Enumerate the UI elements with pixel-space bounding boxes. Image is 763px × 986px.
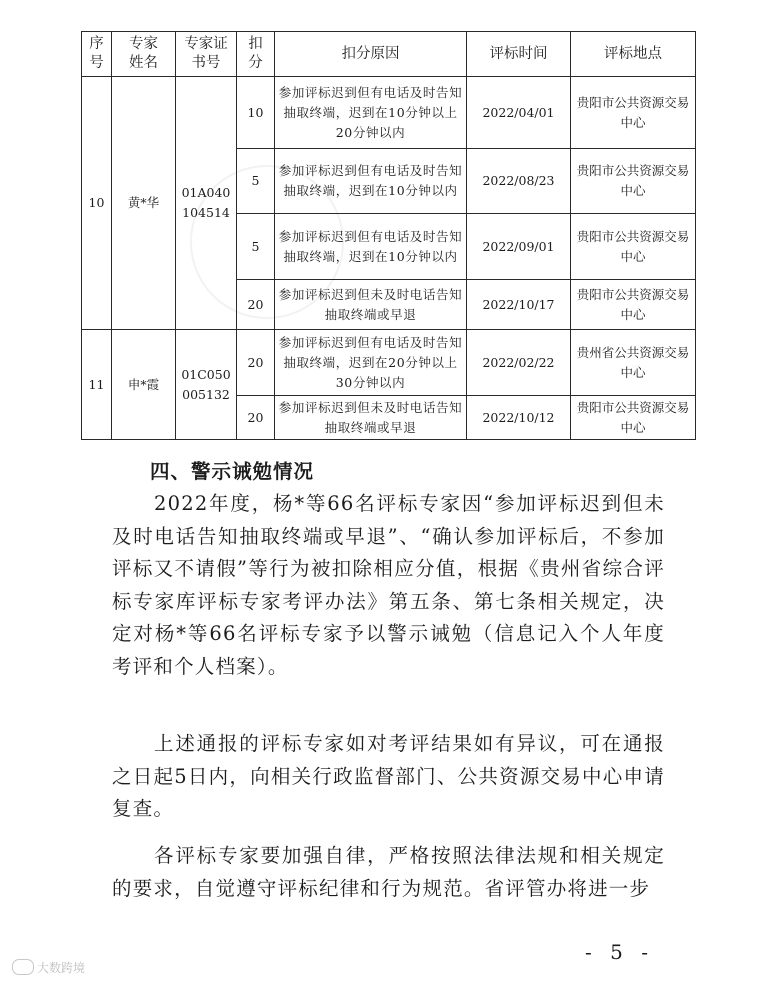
cell-time: 2022/10/12 <box>467 396 571 440</box>
header-cert: 专家证 书号 <box>176 32 237 77</box>
table-row <box>82 77 696 149</box>
deduction-table <box>81 31 696 440</box>
cell-cert: 01C050 005132 <box>176 330 237 440</box>
cell-cert: 01A040 104514 <box>176 77 237 330</box>
section-heading: 四、警示诫勉情况 <box>150 460 315 483</box>
cell-name: 黄*华 <box>112 77 176 330</box>
cell-reason: 参加评标迟到但未及时电话告知抽取终端或早退 <box>275 280 467 330</box>
cell-name: 申*霞 <box>112 330 176 440</box>
header-place: 评标地点 <box>571 32 696 77</box>
cell-time: 2022/02/22 <box>467 330 571 396</box>
cell-place: 贵阳市公共资源交易中心 <box>571 396 696 440</box>
cell-reason: 参加评标迟到但未及时电话告知抽取终端或早退 <box>275 396 467 440</box>
cell-time: 2022/04/01 <box>467 77 571 149</box>
cell-place: 贵州省公共资源交易中心 <box>571 330 696 396</box>
cell-reason: 参加评标迟到但有电话及时告知抽取终端，迟到在10分钟以内 <box>275 149 467 214</box>
cell-place: 贵阳市公共资源交易中心 <box>571 280 696 330</box>
header-seq: 序 号 <box>82 32 112 77</box>
cell-reason: 参加评标迟到但有电话及时告知抽取终端，迟到在10分钟以内 <box>275 214 467 280</box>
cell-place: 贵阳市公共资源交易中心 <box>571 77 696 149</box>
cell-seq: 11 <box>82 330 112 440</box>
cell-points: 20 <box>237 396 275 440</box>
cell-seq: 10 <box>82 77 112 330</box>
watermark <box>12 955 107 979</box>
cell-points: 5 <box>237 214 275 280</box>
header-time: 评标时间 <box>467 32 571 77</box>
cell-points: 5 <box>237 149 275 214</box>
cell-reason: 参加评标迟到但有电话及时告知抽取终端，迟到在10分钟以上20分钟以内 <box>275 77 467 149</box>
table-row <box>82 330 696 396</box>
table-header-row <box>82 32 696 77</box>
cell-place: 贵阳市公共资源交易中心 <box>571 149 696 214</box>
cell-reason: 参加评标迟到但有电话及时告知抽取终端，迟到在20分钟以上30分钟以内 <box>275 330 467 396</box>
watermark-logo-icon <box>12 959 34 975</box>
cell-points: 20 <box>237 330 275 396</box>
cell-time: 2022/08/23 <box>467 149 571 214</box>
body-paragraph: 各评标专家要加强自律，严格按照法律法规和相关规定的要求，自觉遵守评标纪律和行为规范。省评管办将进一步 <box>112 844 665 900</box>
body-paragraph: 2022年度，杨*等66名评标专家因“参加评标迟到但未及时电话告知抽取终端或早退”、“确认参加评标后，不参加评标又不请假”等行为被扣除相应分值，根据《贵州省综合评标专家库评标专家考评办法》第五条、第七条相关规定，决定对杨*等66名评标专家予以警示诫勉（信息记入个人年度考评和个人档案）。 <box>112 492 665 678</box>
cell-points: 10 <box>237 77 275 149</box>
header-deduct: 扣 分 <box>237 32 275 77</box>
cell-place: 贵阳市公共资源交易中心 <box>571 214 696 280</box>
cell-time: 2022/09/01 <box>467 214 571 280</box>
watermark-text: 大数跨境 <box>37 960 86 975</box>
page-number: - 5 - <box>585 940 654 964</box>
header-name: 专家 姓名 <box>112 32 176 77</box>
cell-points: 20 <box>237 280 275 330</box>
cell-time: 2022/10/17 <box>467 280 571 330</box>
header-reason: 扣分原因 <box>275 32 467 77</box>
body-paragraph: 上述通报的评标专家如对考评结果如有异议，可在通报之日起5日内，向相关行政监督部门、公共资源交易中心申请复查。 <box>112 732 665 820</box>
